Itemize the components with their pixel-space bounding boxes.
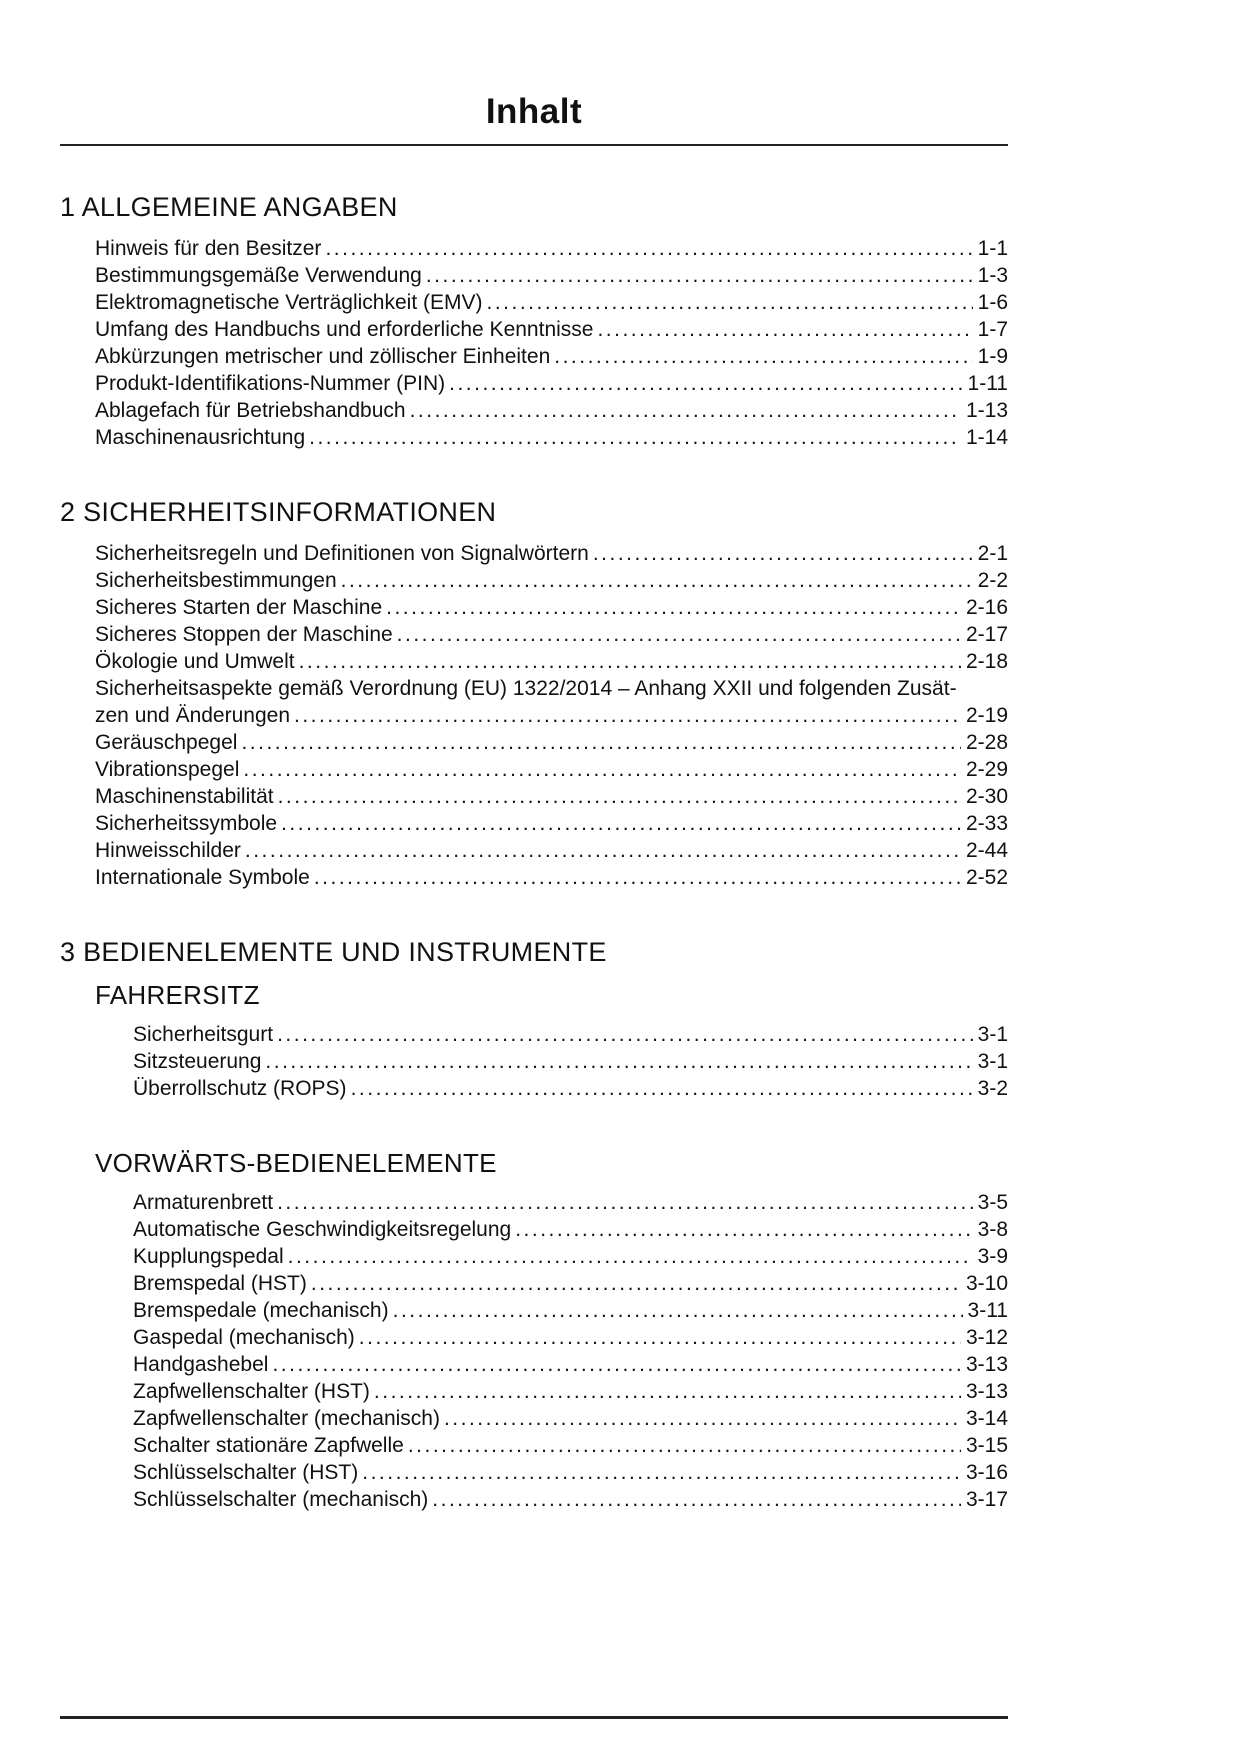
dot-leader [245, 837, 961, 864]
toc-entry-label: Abkürzungen metrischer und zöllischer Einheiten [95, 345, 551, 368]
toc-entry-label: Hinweis für den Besitzer [95, 237, 322, 260]
subsection-fahrersitz-entries [133, 1021, 1008, 1102]
dot-leader [294, 702, 961, 729]
toc-entry [133, 1243, 1008, 1270]
toc-entry [133, 1486, 1008, 1513]
dot-leader [243, 756, 961, 783]
dot-leader [487, 289, 973, 316]
toc-entry-label: Maschinenstabilität [95, 785, 274, 808]
toc-entry-label: Zapfwellenschalter (mechanisch) [133, 1407, 440, 1430]
dot-leader [341, 567, 973, 594]
toc-entry-label: Sicherheitsgurt [133, 1023, 274, 1046]
toc-entry [133, 1189, 1008, 1216]
toc-entry [133, 1324, 1008, 1351]
dot-leader [359, 1324, 961, 1351]
toc-entry-page: 2-44 [965, 839, 1008, 862]
dot-leader [277, 1021, 973, 1048]
toc-entry [95, 864, 1008, 891]
toc-entry-label: Kupplungspedal [133, 1245, 284, 1268]
dot-leader [593, 540, 973, 567]
toc-entry-label: Automatische Geschwindigkeitsregelung [133, 1218, 512, 1241]
dot-leader [597, 316, 972, 343]
dot-leader [311, 1270, 961, 1297]
toc-entry-wrapped-line-1: Sicherheitsaspekte gemäß Verordnung (EU) 1322/2014 – Anhang XXII und folgenden Zusät- [95, 677, 957, 700]
toc-entry [133, 1270, 1008, 1297]
toc-entry-label: Sicherheitssymbole [95, 812, 278, 835]
toc-entry-page: 3-10 [965, 1272, 1008, 1295]
toc-entry-label: Schlüsselschalter (HST) [133, 1461, 359, 1484]
dot-leader [309, 424, 961, 451]
toc-entry [133, 1021, 1008, 1048]
section-2-entries [95, 540, 1008, 891]
toc-entry-label: Sitzsteuerung [133, 1050, 262, 1073]
dot-leader [397, 621, 961, 648]
toc-entry [133, 1075, 1008, 1102]
dot-leader [288, 1243, 973, 1270]
toc-entry-page: 3-12 [965, 1326, 1008, 1349]
toc-entry-label: Überrollschutz (ROPS) [133, 1077, 347, 1100]
toc-entry [95, 235, 1008, 262]
toc-entry-page: 2-29 [965, 758, 1008, 781]
toc-entry-page: 3-11 [967, 1299, 1008, 1322]
toc-entry [133, 1405, 1008, 1432]
section-heading-2: 2 SICHERHEITSINFORMATIONEN [60, 497, 497, 527]
toc-entry-page: 3-1 [977, 1050, 1008, 1073]
toc-entry-page: 1-7 [977, 318, 1008, 341]
toc-entry-page: 1-3 [977, 264, 1008, 287]
dot-leader [278, 783, 961, 810]
toc-entry-label: Armaturenbrett [133, 1191, 274, 1214]
dot-leader [265, 1048, 972, 1075]
toc-entry-label: Ablagefach für Betriebshandbuch [95, 399, 406, 422]
toc-entry-page: 2-33 [965, 812, 1008, 835]
toc-entry [95, 810, 1008, 837]
dot-leader [299, 648, 961, 675]
toc-entry-page: 1-6 [977, 291, 1008, 314]
toc-entry [133, 1048, 1008, 1075]
toc-entry [95, 621, 1008, 648]
dot-leader [241, 729, 961, 756]
toc-entry [133, 1297, 1008, 1324]
toc-entry-label: Geräuschpegel [95, 731, 238, 754]
dot-leader [408, 1432, 961, 1459]
toc-entry-label: Handgashebel [133, 1353, 269, 1376]
dot-leader [277, 1189, 973, 1216]
toc-entry-label: Umfang des Handbuchs und erforderliche Kenntnisse [95, 318, 594, 341]
toc-entry-label: zen und Änderungen [95, 704, 290, 727]
section-heading-3: 3 BEDIENELEMENTE UND INSTRUMENTE [60, 937, 607, 967]
toc-entry [95, 316, 1008, 343]
toc-entry-label: Ökologie und Umwelt [95, 650, 295, 673]
toc-entry-page: 3-16 [965, 1461, 1008, 1484]
toc-entry-label: Sicheres Starten der Maschine [95, 596, 383, 619]
toc-entry-page: 3-2 [977, 1077, 1008, 1100]
dot-leader [281, 810, 961, 837]
toc-entry-page: 1-1 [977, 237, 1008, 260]
dot-leader [426, 262, 973, 289]
toc-entry-label: Sicherheitsbestimmungen [95, 569, 337, 592]
toc-entry-page: 3-17 [965, 1488, 1008, 1511]
dot-leader [325, 235, 972, 262]
subsection-heading-vorwaerts: VORWÄRTS-BEDIENELEMENTE [95, 1148, 497, 1178]
toc-entry-page: 3-1 [977, 1023, 1008, 1046]
page-title: Inhalt [485, 92, 583, 131]
toc-entry-label: Gaspedal (mechanisch) [133, 1326, 355, 1349]
toc-entry-page: 2-2 [977, 569, 1008, 592]
toc-entry [95, 262, 1008, 289]
dot-leader [432, 1486, 961, 1513]
section-heading-1: 1 ALLGEMEINE ANGABEN [60, 192, 398, 222]
toc-entry [133, 1216, 1008, 1243]
toc-entry-label: Maschinenausrichtung [95, 426, 306, 449]
toc-entry-page: 3-5 [977, 1191, 1008, 1214]
toc-entry-label: Sicheres Stoppen der Maschine [95, 623, 393, 646]
toc-entry-label: Bremspedal (HST) [133, 1272, 307, 1295]
dot-leader [351, 1075, 973, 1102]
toc-entry-label: Schalter stationäre Zapfwelle [133, 1434, 404, 1457]
toc-entry [95, 370, 1008, 397]
toc-entry-page: 2-16 [965, 596, 1008, 619]
dot-leader [410, 397, 961, 424]
toc-entry [95, 837, 1008, 864]
dot-leader [374, 1378, 961, 1405]
section-1-entries [95, 235, 1008, 451]
toc-entry [95, 397, 1008, 424]
toc-entry-page: 2-19 [965, 704, 1008, 727]
toc-entry-label: Internationale Symbole [95, 866, 310, 889]
toc-entry [95, 783, 1008, 810]
dot-leader [272, 1351, 961, 1378]
toc-entry [133, 1432, 1008, 1459]
dot-leader [386, 594, 961, 621]
toc-entry-page: 3-13 [965, 1353, 1008, 1376]
toc-entry-page: 2-18 [965, 650, 1008, 673]
toc-entry-page: 1-9 [977, 345, 1008, 368]
toc-entry-page: 3-13 [965, 1380, 1008, 1403]
toc-entry [133, 1378, 1008, 1405]
toc-entry [95, 424, 1008, 451]
toc-entry [95, 343, 1008, 370]
toc-entry [95, 289, 1008, 316]
toc-entry-page: 3-14 [965, 1407, 1008, 1430]
toc-entry [133, 1351, 1008, 1378]
subsection-heading-fahrersitz: FAHRERSITZ [95, 980, 260, 1010]
toc-entry-label: Elektromagnetische Verträglichkeit (EMV) [95, 291, 483, 314]
dot-leader [515, 1216, 972, 1243]
dot-leader [449, 370, 962, 397]
toc-entry-page: 2-30 [965, 785, 1008, 808]
toc-content [60, 0, 1008, 1513]
toc-entry-label: Bestimmungsgemäße Verwendung [95, 264, 422, 287]
toc-entry-label: Zapfwellenschalter (HST) [133, 1380, 370, 1403]
toc-entry [133, 1459, 1008, 1486]
toc-entry-page: 3-15 [965, 1434, 1008, 1457]
dot-leader [314, 864, 961, 891]
toc-entry [95, 729, 1008, 756]
toc-entry-page: 3-8 [977, 1218, 1008, 1241]
toc-entry-page: 2-52 [965, 866, 1008, 889]
dot-leader [362, 1459, 961, 1486]
toc-entry-page: 2-17 [965, 623, 1008, 646]
subsection-vorwaerts-entries [133, 1189, 1008, 1513]
toc-entry-page: 1-14 [965, 426, 1008, 449]
toc-entry-label: Sicherheitsregeln und Definitionen von Signalwörtern [95, 542, 589, 565]
dot-leader [393, 1297, 963, 1324]
toc-entry [95, 648, 1008, 675]
title-rule [60, 144, 1008, 146]
toc-entry-page: 3-9 [977, 1245, 1008, 1268]
toc-entry-label: Vibrationspegel [95, 758, 240, 781]
dot-leader [444, 1405, 961, 1432]
dot-leader [554, 343, 972, 370]
toc-entry [95, 756, 1008, 783]
toc-entry [95, 567, 1008, 594]
toc-entry-label: Bremspedale (mechanisch) [133, 1299, 389, 1322]
toc-entry [95, 540, 1008, 567]
toc-entry-page: 1-11 [967, 372, 1008, 395]
toc-entry-wrapped-line-2 [95, 702, 1008, 729]
toc-entry-label: Schlüsselschalter (mechanisch) [133, 1488, 429, 1511]
toc-entry-label: Hinweisschilder [95, 839, 241, 862]
toc-entry-page: 2-28 [965, 731, 1008, 754]
toc-entry-page: 1-13 [965, 399, 1008, 422]
bottom-rule [60, 1716, 1008, 1719]
toc-entry-page: 2-1 [977, 542, 1008, 565]
toc-entry-label: Produkt-Identifikations-Nummer (PIN) [95, 372, 446, 395]
toc-entry [95, 594, 1008, 621]
